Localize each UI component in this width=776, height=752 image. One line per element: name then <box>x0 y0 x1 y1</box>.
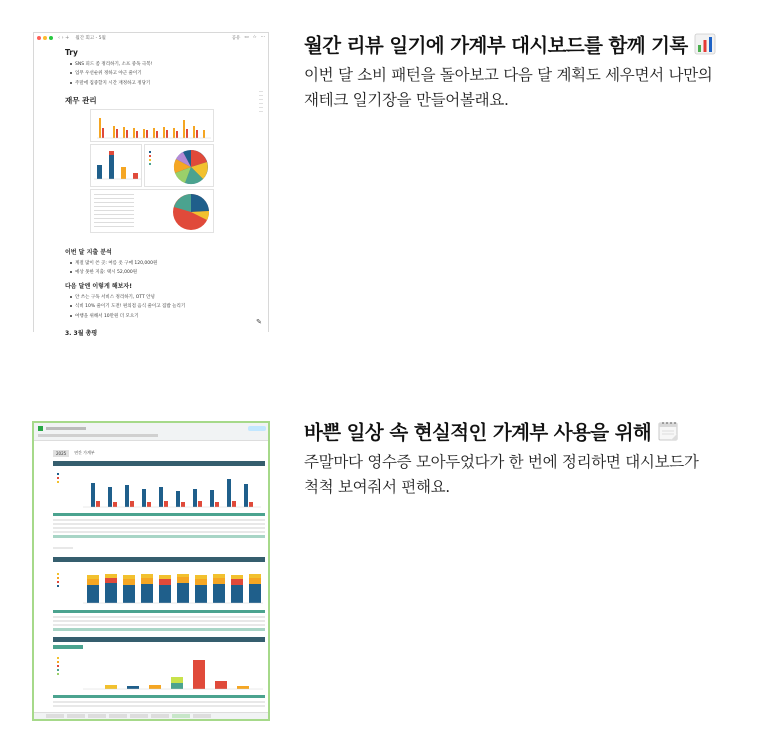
monthly-bar-chart <box>53 469 265 515</box>
notes-app-thumbnail <box>33 32 269 337</box>
list-item: 안 쓰는 구독 서비스 정리하기, OTT 안녕 <box>70 294 238 300</box>
feature-title-1 <box>304 30 716 58</box>
feature-desc-1: 이번 달 소비 패턴을 돌아보고 다음 달 계획도 세우면서 나만의 재테크 일기장을 만들어볼래요. <box>304 66 713 109</box>
sheet-tab[interactable] <box>46 714 64 718</box>
table-row <box>53 547 73 549</box>
table-row <box>53 527 265 529</box>
section-header-band <box>53 461 265 466</box>
sheet-label: 연간 가계부 <box>74 450 95 455</box>
maximize-dot-icon <box>49 36 53 40</box>
mini-table-pie-graphic <box>91 190 215 234</box>
mini-stacked-chart <box>90 144 142 187</box>
spend-heading: 이번 달 지출 분석 <box>65 249 112 256</box>
sheet-tab[interactable] <box>151 714 169 718</box>
list-item: 주말에 집중할지 시간 재정하고 정당기 <box>70 80 238 86</box>
table-row <box>53 620 265 622</box>
section-header-band <box>53 557 265 562</box>
list-item: 업무 우선순위 정하고 야근 줄이기 <box>70 70 238 76</box>
mini-pie-chart <box>144 144 214 187</box>
feature-title-text: 월간 리뷰 일기에 가계부 대시보드를 함께 기록 <box>304 34 688 57</box>
sheet-tab[interactable] <box>67 714 85 718</box>
more-icon: ··· <box>260 35 265 40</box>
category-bar-chart <box>53 651 265 695</box>
star-icon: ☆ <box>252 35 257 40</box>
table-total-band <box>53 628 265 631</box>
mini-pie-chart-graphic <box>145 145 215 188</box>
mini-table-pie <box>90 189 214 233</box>
year-chip: 2025 <box>53 450 69 457</box>
table-row <box>53 616 265 618</box>
spiral-notepad-emoji-icon <box>657 420 679 442</box>
list-item: 예상 못한 지출: 택시 52,000원 <box>70 269 238 275</box>
sheet-tab-active[interactable] <box>172 714 190 718</box>
table-header-band <box>53 695 265 698</box>
feature-title-2 <box>304 417 679 445</box>
sheet-tab[interactable] <box>88 714 106 718</box>
table-row <box>53 519 265 521</box>
share-label: 공유 <box>231 36 241 41</box>
notes-body-lower <box>34 239 268 340</box>
nav-arrows-icon: ‹ › + <box>58 35 70 41</box>
notes-body <box>34 43 268 106</box>
table-header-band <box>53 513 265 516</box>
section-tag <box>53 645 83 649</box>
edit-icon: ✎ <box>256 318 262 326</box>
stacked-bar-chart <box>53 565 265 609</box>
bottom-heading: 3. 3월 총평 <box>65 329 98 337</box>
side-outline-icon <box>259 91 262 111</box>
bar-chart-emoji-icon <box>694 33 716 55</box>
close-dot-icon <box>37 36 41 40</box>
window-title: 월간 회고 - 5월 <box>75 36 106 41</box>
spreadsheet-thumbnail <box>32 421 270 721</box>
sheet-tab[interactable] <box>193 714 211 718</box>
table-row <box>53 705 265 707</box>
comment-icon: ▭ <box>244 35 249 40</box>
mini-bar-chart-graphic <box>91 110 215 143</box>
table-row <box>53 523 265 525</box>
table-row <box>53 531 265 533</box>
window-toolbar <box>232 35 265 41</box>
mini-stacked-chart-graphic <box>91 145 143 188</box>
list-item: SNS 피드 좀 정리하기, 소프 중독 극복! <box>70 61 238 67</box>
mini-bar-chart <box>90 109 214 142</box>
sheet-tab-bar <box>34 712 268 719</box>
plan-heading: 다음 달엔 이렇게 해보자! <box>65 283 132 290</box>
spreadsheet-toolbar <box>34 423 268 441</box>
sheet-labels <box>53 450 95 457</box>
list-item: 여행을 위해서 10만원 더 모으기 <box>70 313 238 319</box>
section-header-band <box>53 637 265 642</box>
minimize-dot-icon <box>43 36 47 40</box>
finance-heading: 재무 관리 <box>65 95 97 105</box>
sheet-tab[interactable] <box>130 714 148 718</box>
sheet-tab[interactable] <box>109 714 127 718</box>
table-row <box>53 624 265 626</box>
try-heading: Try <box>65 48 78 57</box>
feature-title-text: 바쁜 일상 속 현실적인 가계부 사용을 위해 <box>304 421 652 444</box>
list-item: 계절 많이 쓴 곳: 여름 옷 구매 120,000원 <box>70 260 238 266</box>
window-titlebar <box>34 33 268 43</box>
list-item: 식비 10% 줄이기 도전! 편의점 음식 줄이고 집밥 늘리기 <box>70 303 238 309</box>
table-row <box>53 701 265 703</box>
table-header-band <box>53 610 265 613</box>
feature-desc-2: 주말마다 영수증 모아두었다가 한 번에 정리하면 대시보드가 척척 보여줘서 편해요. <box>304 453 699 496</box>
table-total-band <box>53 535 265 538</box>
